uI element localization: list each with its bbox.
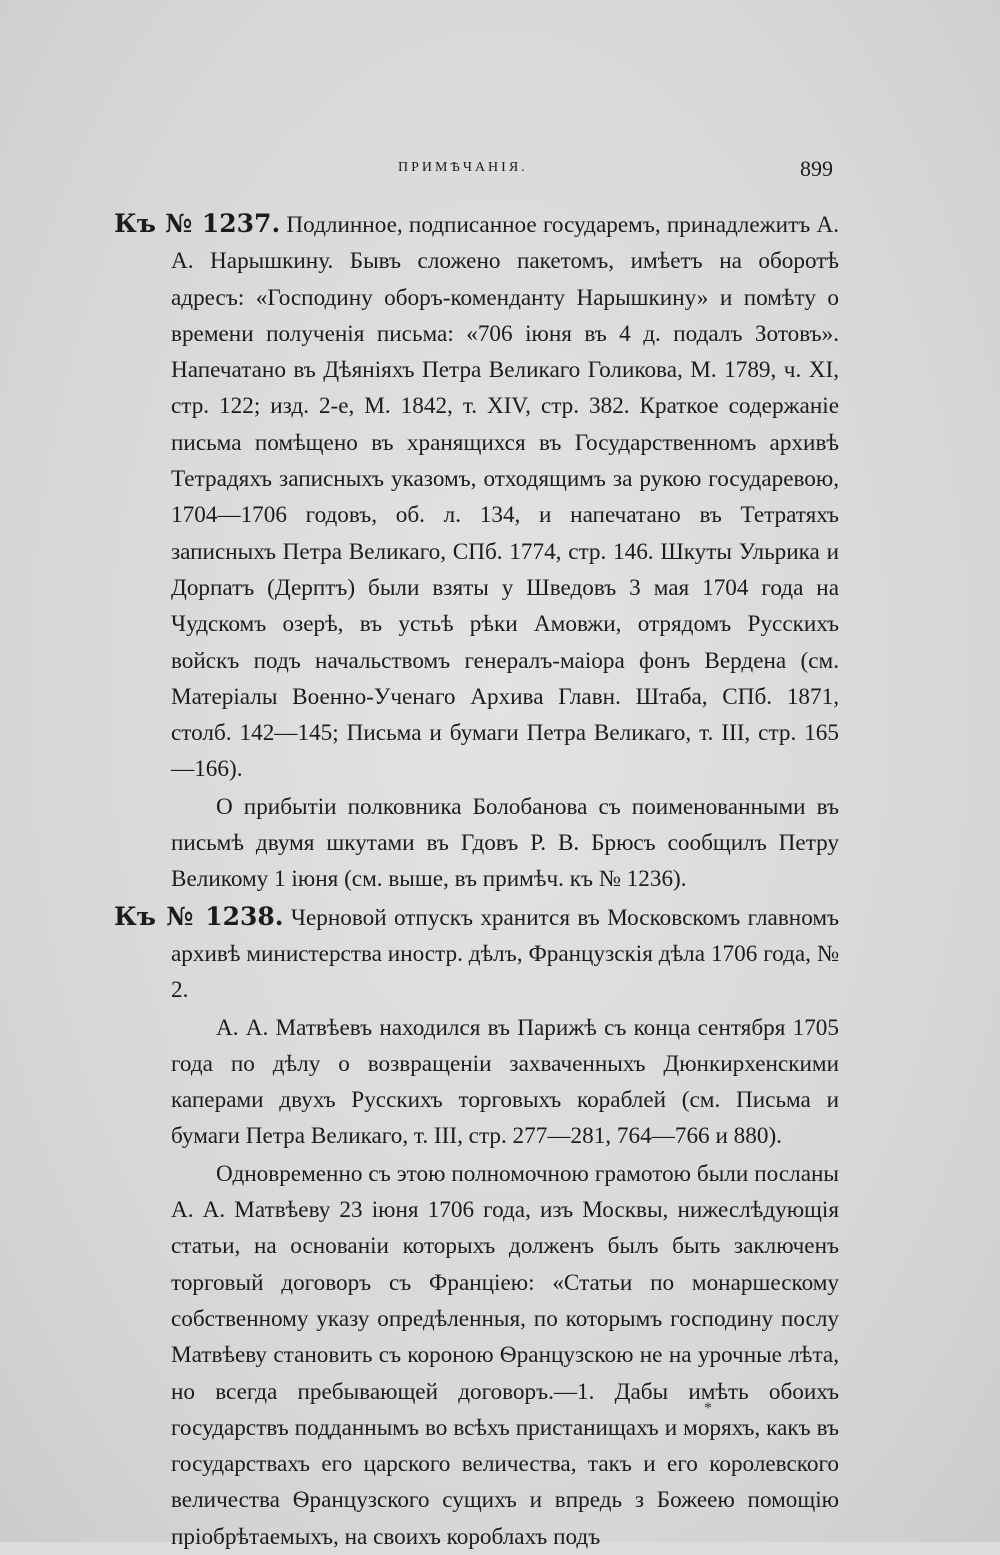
note-heading: Къ № 1238.: [114, 901, 284, 931]
running-title: ПРИМѢЧАНІЯ.: [398, 160, 528, 175]
notes-body: [114, 206, 839, 1555]
note-text: Черновой отпускъ хранится въ Московскомъ главномъ архивѣ министерства иностр. дѣлъ, Французскія дѣла 1706 года, № 2.: [171, 904, 840, 1004]
note-heading: Къ № 1237.: [114, 209, 281, 238]
note-1237: [114, 206, 839, 788]
note-paragraph: А. А. Матвѣевъ находился въ Парижѣ съ конца сентября 1705 года по дѣлу о возвращеніи захваченныхъ Дюнкирхенскими каперами двухъ Русскихъ торговыхъ кораблей (см. Письма и бумаги Петра Великаго, т. III, стр. 277—281, 764—766 и 880).: [171, 1014, 839, 1150]
printer-mark: *: [704, 1400, 712, 1417]
note-paragraph: О прибытіи полковника Болобанова съ поименованными въ письмѣ двумя шкутами въ Гдовъ Р. В. Брюсъ сообщилъ Петру Великому 1 іюня (см. выше, въ примѣч. къ № 1236).: [171, 793, 839, 893]
note-text: Подлинное, подписанное государемъ, принадлежитъ А. А. Нарышкину. Бывъ сложено пакетомъ, имѣетъ на оборотѣ адресъ: «Господину оборъ-коменданту Нарышкину» и помѣту о времени полученія письма: «706 іюня въ 4 д. подалъ Зотовъ». Напечатано въ Дѣяніяхъ Петра Великаго Голикова, М. 1789, ч. XI, стр. 122; изд. 2-е, М. 1842, т. XIV, стр. 382. Краткое содержаніе письма помѣщено въ хранящихся въ Государственномъ архивѣ Тетрадяхъ записныхъ указомъ, отходящимъ за рукою государевою, 1704—1706 годовъ, об. л. 134, и напечатано въ Тетратяхъ записныхъ Петра Великаго, СПб. 1774, стр. 146. Шкуты Ульрика и Дорпатъ (Дерптъ) были взяты у Шведовъ 3 мая 1704 года на Чудскомъ озерѣ, въ устьѣ рѣки Амовжи, отрядомъ Русскихъ войскъ подъ начальствомъ генералъ-маіора фонъ Вердена (см. Матеріалы Военно-Ученаго Архива Главн. Штаба, СПб. 1871, столб. 142—145; Письма и бумаги Петра Великаго, т. III, стр. 165—166).: [171, 212, 839, 783]
note-1238: [114, 899, 839, 1009]
running-head: [0, 156, 1000, 190]
page-number: 899: [800, 156, 833, 181]
note-paragraph: Одновременно съ этою полномочною грамотою были посланы А. А. Матвѣеву 23 іюня 1706 года, изъ Москвы, нижеслѣдующія статьи, на основаніи которыхъ долженъ былъ быть заключенъ торговый договоръ съ Франціею: «Статьи по монаршескому собственному указу опредѣленныя, по которымъ господину послу Матвѣеву становить съ короною Ѳранцузскою не на урочные лѣта, но всегда пребывающей договоръ.—1. Дабы имѣть обоихъ государствъ подданнымъ во всѣхъ пристанищахъ и моряхъ, какъ въ государствахъ его царского величества, такъ и его королевского величества Ѳранцузского сущихъ и впредь з Божеею помощію пріобрѣтаемыхъ, на своихъ короблахъ подъ: [171, 1160, 839, 1550]
